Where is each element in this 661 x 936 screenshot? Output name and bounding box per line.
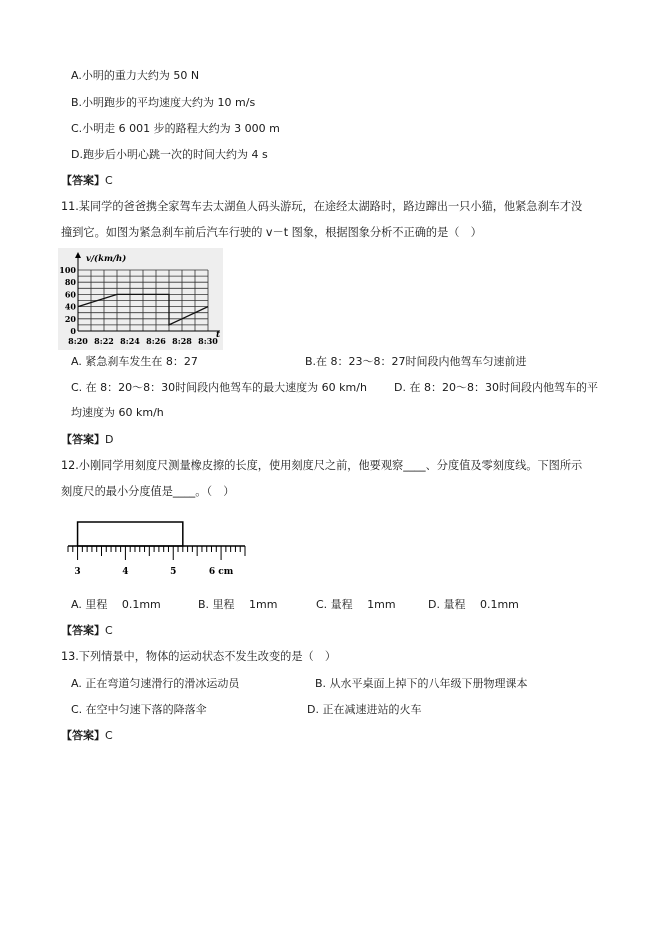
answer-value: D <box>105 433 114 446</box>
q11-option-b: B.在 8：23～8：27时间段内他驾车匀速前进 <box>305 355 527 368</box>
q13-option-d: D. 正在减速进站的火车 <box>307 703 422 716</box>
chart-background <box>58 248 223 350</box>
q13-option-c: C. 在空中匀速下落的降落伞 <box>71 703 207 716</box>
y-tick-label: 20 <box>64 313 76 324</box>
q13-answer <box>61 728 113 744</box>
ruler-label: 3 <box>74 567 81 577</box>
q11-answer <box>61 432 113 448</box>
q10-option-d: D.跑步后小明心跳一次的时间大约为 4 s <box>71 148 268 161</box>
q10-option-c: C.小明走 6 001 步的路程大约为 3 000 m <box>71 122 280 135</box>
x-tick-label: 8:28 <box>172 336 192 346</box>
x-tick-label: 8:20 <box>68 336 88 346</box>
answer-label: 【答案】 <box>61 433 105 446</box>
q12-option-b: B. 里程 1mm <box>198 598 278 611</box>
vt-graph <box>58 248 223 350</box>
q11-option-d-line2: 均速度为 60 km/h <box>71 406 164 419</box>
y-tick-label: 0 <box>70 326 76 336</box>
q10-option-b: B.小明跑步的平均速度大约为 10 m/s <box>71 96 256 109</box>
q13-stem: 13.下列情景中，物体的运动状态不发生改变的是（ ） <box>61 650 337 663</box>
q12-option-d: D. 量程 0.1mm <box>428 598 519 611</box>
ruler-label: 4 <box>122 567 129 577</box>
q11-option-c: C. 在 8：20～8：30时间段内他驾车的最大速度为 60 km/h <box>71 381 367 394</box>
y-axis-label: v/(km/h) <box>86 254 127 264</box>
x-tick-label: 8:30 <box>198 336 218 346</box>
q12-stem-line2: 刻度尺的最小分度值是____。（ ） <box>61 485 235 498</box>
x-axis-label: t <box>216 330 221 340</box>
x-tick-label: 8:22 <box>94 336 114 346</box>
answer-label: 【答案】 <box>61 174 105 187</box>
x-tick-label: 8:26 <box>146 336 166 346</box>
q10-option-a: A.小明的重力大约为 50 N <box>71 69 200 82</box>
q10-answer <box>61 173 113 189</box>
eraser <box>78 522 183 546</box>
q11-stem-line1: 11.某同学的爸爸携全家驾车去太湖鱼人码头游玩，在途经太湖路时，路边蹿出一只小猫，他紧急刹车才没 <box>61 200 583 213</box>
q11-stem-line2: 撞到它。如图为紧急刹车前后汽车行驶的 v－t 图象，根据图象分析不正确的是（ ） <box>61 226 482 239</box>
y-tick-label: 40 <box>64 301 76 312</box>
q13-option-b: B. 从水平桌面上掉下的八年级下册物理课本 <box>315 677 528 690</box>
answer-value: C <box>105 624 113 637</box>
q12-option-a: A. 里程 0.1mm <box>71 598 161 611</box>
answer-value: C <box>105 174 113 187</box>
q13-option-a: A. 正在弯道匀速滑行的滑冰运动员 <box>71 677 240 690</box>
q12-stem-line1: 12.小刚同学用刻度尺测量橡皮擦的长度，使用刻度尺之前，他要观察____、分度值及零刻度线。下图所示 <box>61 459 583 472</box>
answer-value: C <box>105 729 113 742</box>
ruler-label: 5 <box>170 567 177 577</box>
y-tick-label: 80 <box>64 277 76 288</box>
ruler-label: 6 cm <box>208 567 234 577</box>
q12-option-c: C. 量程 1mm <box>316 598 396 611</box>
q11-option-a: A. 紧急刹车发生在 8：27 <box>71 355 198 368</box>
answer-label: 【答案】 <box>61 729 105 742</box>
q12-answer <box>61 623 113 639</box>
ruler-figure <box>60 516 260 578</box>
y-tick-label: 60 <box>64 289 76 300</box>
y-tick-label: 100 <box>59 265 76 275</box>
answer-label: 【答案】 <box>61 624 105 637</box>
q11-option-d-line1: D. 在 8：20～8：30时间段内他驾车的平 <box>394 381 598 394</box>
x-tick-label: 8:24 <box>120 336 140 346</box>
